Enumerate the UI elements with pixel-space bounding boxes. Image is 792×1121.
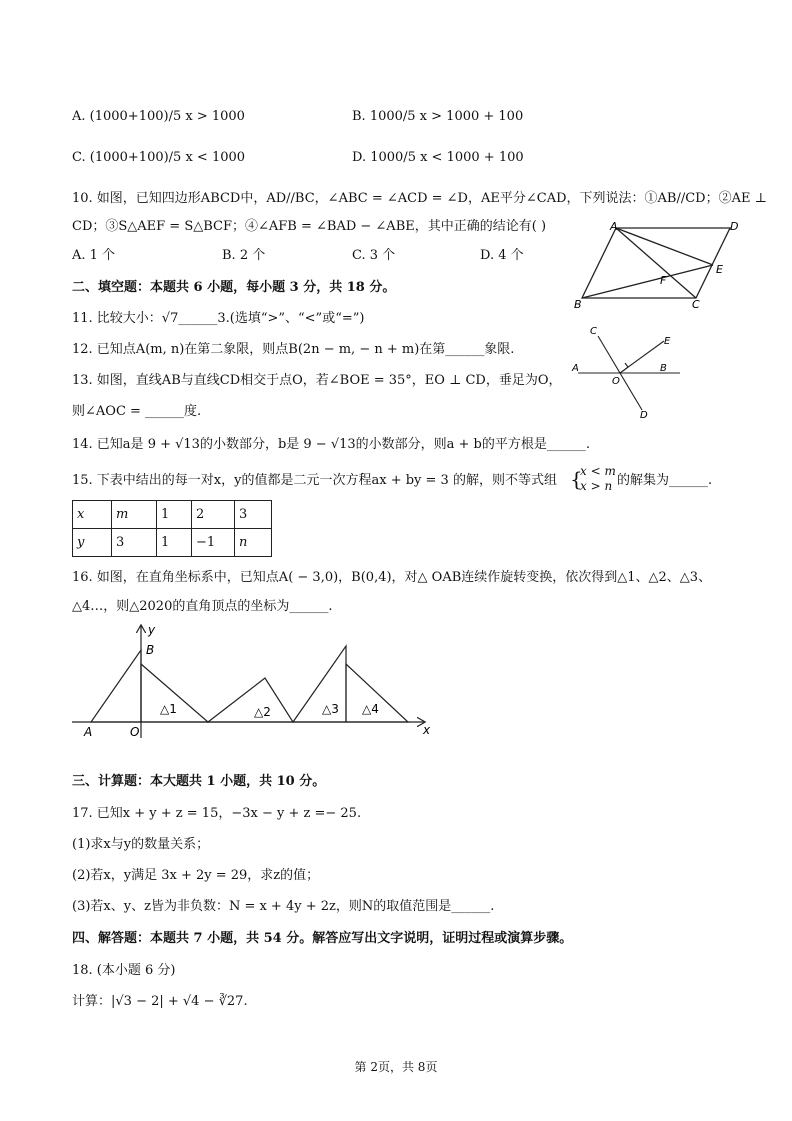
q13-label-c: C [590, 326, 597, 337]
section4-heading: 四、解答题：本题共 7 小题，共 54 分。解答应写出文字说明，证明过程或演算步骤。 [72, 931, 573, 946]
q17-stem: 17. 已知x + y + z = 15，−3x − y + z =− 25. [72, 806, 362, 821]
table-cell: 2 [192, 501, 235, 529]
q15-text-after: 的解集为______. [617, 473, 713, 488]
q15-system-bottom: x > n [580, 479, 613, 493]
triangle-2 [208, 678, 293, 722]
q13-intersecting-lines-figure [568, 322, 688, 422]
q13-label-b: B [660, 363, 667, 374]
page-footer: 第 2页，共 8页 [354, 1060, 438, 1074]
q16-label-t2: △2 [254, 705, 271, 719]
q11-text: 11. 比较大小：√7______3.(选填“>”、“<”或“=”) [72, 311, 365, 326]
q9-option-c: C. (1000+100)/5 x < 1000 [72, 150, 246, 165]
q10-label-a: A [610, 220, 618, 233]
q16-label-y: y [148, 623, 156, 637]
q16-label-t3: △3 [322, 702, 339, 716]
table-row [73, 501, 272, 529]
q10-stem-line2: CD；③S△AEF = S△BCF；④∠AFB = ∠BAD − ∠ABE，其中正确的结论有( ) [72, 219, 547, 234]
q10-option-a: A. 1 个 [72, 248, 116, 263]
q17-part2: (2)若x，y满足 3x + 2y = 29，求z的值； [72, 868, 320, 883]
q10-parallelogram-figure [570, 220, 750, 312]
q13-label-d: D [640, 410, 648, 421]
q10-stem-line1: 10. 如图，已知四边形ABCD中，AD//BC，∠ABC = ∠ACD = ∠D，AE平分∠CAD，下列说法：①AB//CD；②AE ⊥ [72, 191, 767, 206]
q15-system-top: x < m [580, 464, 616, 478]
q13-label-a: A [572, 363, 579, 374]
q18-calc: 计算：|√3 − 2| + √4 − ∛27. [72, 994, 248, 1009]
q10-option-c: C. 3 个 [352, 248, 396, 263]
q17-part1: (1)求x与y的数量关系； [72, 837, 210, 852]
q16-label-t1: △1 [160, 702, 177, 716]
q16-label-x: x [423, 723, 431, 737]
table-cell: m [112, 501, 157, 529]
q14-text: 14. 已知a是 9 + √13的小数部分，b是 9 − √13的小数部分，则a + b的平方根是______. [72, 437, 591, 452]
table-cell: 3 [235, 501, 272, 529]
q13-label-e: E [664, 336, 671, 347]
q16-label-b: B [146, 643, 155, 657]
q15-value-table [72, 500, 272, 557]
table-cell: −1 [192, 529, 235, 557]
table-cell: 1 [157, 529, 192, 557]
q16-rotation-figure [68, 620, 438, 740]
q10-option-b: B. 2 个 [222, 248, 266, 263]
q10-option-d: D. 4 个 [480, 248, 524, 263]
q9-option-b: B. 1000/5 x > 1000 + 100 [352, 109, 524, 124]
q13-label-o: O [612, 376, 620, 387]
q10-label-e: E [716, 263, 723, 276]
q12-text: 12. 已知点A(m, n)在第二象限，则点B(2n − m, − n + m)在第______象限. [72, 342, 515, 357]
q10-label-c: C [692, 298, 700, 311]
table-cell: n [235, 529, 272, 557]
table-cell: 1 [157, 501, 192, 529]
q17-part3: (3)若x、y、z皆为非负数：N = x + 4y + 2z，则N的取值范围是______. [72, 899, 495, 914]
q13-stem-line1: 13. 如图，直线AB与直线CD相交于点O，若∠BOE = 35°，EO ⊥ CD，垂足为O， [72, 373, 562, 388]
q18-title: 18. (本小题 6 分) [72, 963, 176, 978]
q10-label-b: B [574, 298, 582, 311]
table-cell: x [73, 501, 112, 529]
q16-stem-line2: △4…，则△2020的直角顶点的坐标为______. [72, 599, 333, 614]
q10-label-f: F [660, 274, 667, 287]
q16-label-t4: △4 [362, 702, 379, 716]
table-cell: y [73, 529, 112, 557]
table-cell: 3 [112, 529, 157, 557]
q15-brace: { [570, 467, 583, 491]
q9-option-d: D. 1000/5 x < 1000 + 100 [352, 150, 524, 165]
section2-heading: 二、填空题：本题共 6 小题，每小题 3 分，共 18 分。 [72, 280, 396, 295]
table-row [73, 529, 272, 557]
triangle-oab [91, 650, 141, 722]
section3-heading: 三、计算题：本大题共 1 小题，共 10 分。 [72, 774, 326, 789]
q13-stem-line2: 则∠AOC = ______度. [72, 404, 202, 419]
q16-label-o: O [130, 725, 140, 739]
q16-stem-line1: 16. 如图，在直角坐标系中，已知点A( − 3,0)，B(0,4)，对△ OAB连续作旋转变换，依次得到△1、△2、△3、 [72, 570, 712, 585]
q9-option-a: A. (1000+100)/5 x > 1000 [72, 109, 245, 124]
q10-label-d: D [730, 220, 739, 233]
q16-label-a: A [84, 725, 93, 739]
q15-text-before: 15. 下表中结出的每一对x，y的值都是二元一次方程ax + by = 3 的解，则不等式组 [72, 473, 557, 488]
